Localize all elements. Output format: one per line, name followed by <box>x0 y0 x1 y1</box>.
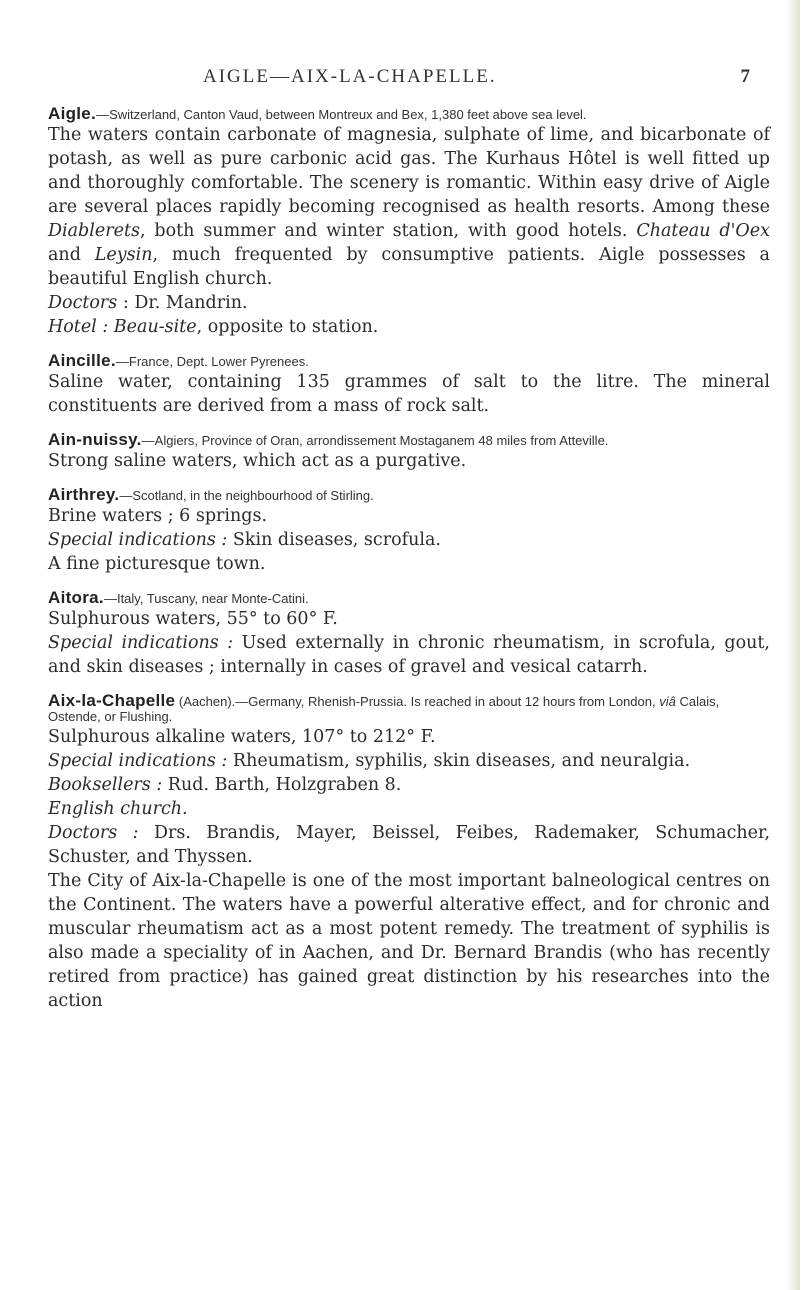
running-head <box>48 66 770 90</box>
page-number: 7 <box>740 66 752 87</box>
entry-aigle <box>48 106 770 339</box>
entry-location: —Algiers, Province of Oran, arrondissement Mostaganem 48 miles from Atteville. <box>141 433 609 448</box>
place-name: Chateau d'Oex <box>636 221 770 241</box>
special-indications <box>48 528 770 552</box>
paragraph-text: and <box>48 245 95 265</box>
paragraph-text: , both summer and winter station, with good hotels. <box>139 221 637 241</box>
special-indications-label: Special indications : <box>48 530 228 550</box>
entry-paragraph: Saline water, containing 135 grammes of salt to the litre. The mineral constituents are derived from a mass of rock salt. <box>48 372 770 416</box>
doctors-line <box>48 291 770 315</box>
entry-ain-nuissy <box>48 432 770 473</box>
entry-location: —Italy, Tuscany, near Monte-Catini. <box>103 591 309 606</box>
entry-location-via: viâ <box>659 694 676 709</box>
entry-name: Ain-nuissy. <box>48 430 142 449</box>
doctors-label: Doctors <box>48 293 118 313</box>
special-indications-label: Special indications : <box>48 633 234 653</box>
entry-name: Aix-la-Chapelle <box>48 691 176 710</box>
entry-name: Aigle. <box>48 104 97 123</box>
entry-heading <box>48 590 770 606</box>
doctors-label: Doctors : <box>48 823 139 843</box>
entry-name: Aincille. <box>48 351 116 370</box>
entry-heading <box>48 693 770 724</box>
doctors-value: Drs. Brandis, Mayer, Beissel, Feibes, Rademaker, Schumacher, Schuster, and Thyssen. <box>48 823 771 867</box>
special-indications <box>48 749 770 773</box>
place-name: Diablerets <box>48 221 140 241</box>
entry-heading <box>48 106 770 122</box>
booksellers-value: Rud. Barth, Holzgraben 8. <box>162 775 402 795</box>
entry-name: Airthrey. <box>48 485 120 504</box>
special-indications-value: Rheumatism, syphilis, skin diseases, and neuralgia. <box>227 751 691 771</box>
hotel-value: , opposite to station. <box>196 317 379 337</box>
entry-heading <box>48 487 770 503</box>
entry-name: Aitora. <box>48 588 104 607</box>
special-indications-value: Used externally in chronic rheumatism, in scrofula, gout, and skin diseases ; internally in cases of gravel and vesical catarrh. <box>48 633 770 677</box>
page-edge <box>786 0 800 1290</box>
entry-airthrey <box>48 487 770 576</box>
page-content <box>48 106 770 1027</box>
entry-paragraph: Strong saline waters, which act as a purgative. <box>48 451 467 471</box>
entry-paragraph <box>48 123 770 291</box>
book-page <box>48 0 770 1290</box>
special-indications-label: Special indications : <box>48 751 228 771</box>
entry-paragraph: A fine picturesque town. <box>48 554 266 574</box>
entry-location: —France, Dept. Lower Pyrenees. <box>115 354 309 369</box>
booksellers-line <box>48 773 770 797</box>
doctors-line <box>48 821 770 869</box>
church-line: English church. <box>48 799 188 819</box>
entry-aincille <box>48 353 770 418</box>
place-name: Leysin <box>94 245 153 265</box>
hotel-line <box>48 315 770 339</box>
entry-paragraph: Brine waters ; 6 springs. <box>48 506 268 526</box>
entry-location: —Scotland, in the neighbourhood of Stirling. <box>119 488 374 503</box>
paragraph-text: , much frequented by consumptive patients. Aigle possesses a beautiful English church. <box>48 245 770 289</box>
entry-location: —Switzerland, Canton Vaud, between Montreux and Bex, 1,380 feet above sea level. <box>96 107 587 122</box>
entry-paragraph: Sulphurous waters, 55° to 60° F. <box>48 609 338 629</box>
entry-location: (Aachen).—Germany, Rhenish-Prussia. Is reached in about 12 hours from London, <box>175 694 660 709</box>
special-indications <box>48 631 770 679</box>
entry-paragraph: The City of Aix-la-Chapelle is one of the most important balneological centres on the Continent. The waters have a powerful alterative effect, and for chronic and muscular rheumatism act as a most potent remedy. The treatment of syphilis is also made a speciality of in Aachen, and Dr. Bernard Brandis (who has recently retired from practice) has gained great distinction by his researches into the action <box>48 871 770 1011</box>
running-head-title: AIGLE—AIX-LA-CHAPELLE. <box>203 66 497 87</box>
special-indications-value: Skin diseases, scrofula. <box>227 530 441 550</box>
entry-location: Calais, Ostende, or Flushing. <box>48 694 720 724</box>
hotel-label: Hotel : Beau-site <box>48 317 197 337</box>
entry-paragraph: Sulphurous alkaline waters, 107° to 212° F. <box>48 727 436 747</box>
entry-aix-la-chapelle <box>48 693 770 1013</box>
booksellers-label: Booksellers : <box>48 775 163 795</box>
entry-aitora <box>48 590 770 679</box>
entry-heading <box>48 353 770 369</box>
paragraph-text: The waters contain carbonate of magnesia, sulphate of lime, and bicarbonate of potash, as well as pure carbonic acid gas. The Kurhaus Hôtel is well fitted up and thoroughly comfortable. The scenery is romantic. Within easy drive of Aigle are several places rapidly becoming recognised as health resorts. Among these <box>48 125 770 217</box>
entry-heading <box>48 432 770 448</box>
doctors-value: : Dr. Mandrin. <box>117 293 248 313</box>
